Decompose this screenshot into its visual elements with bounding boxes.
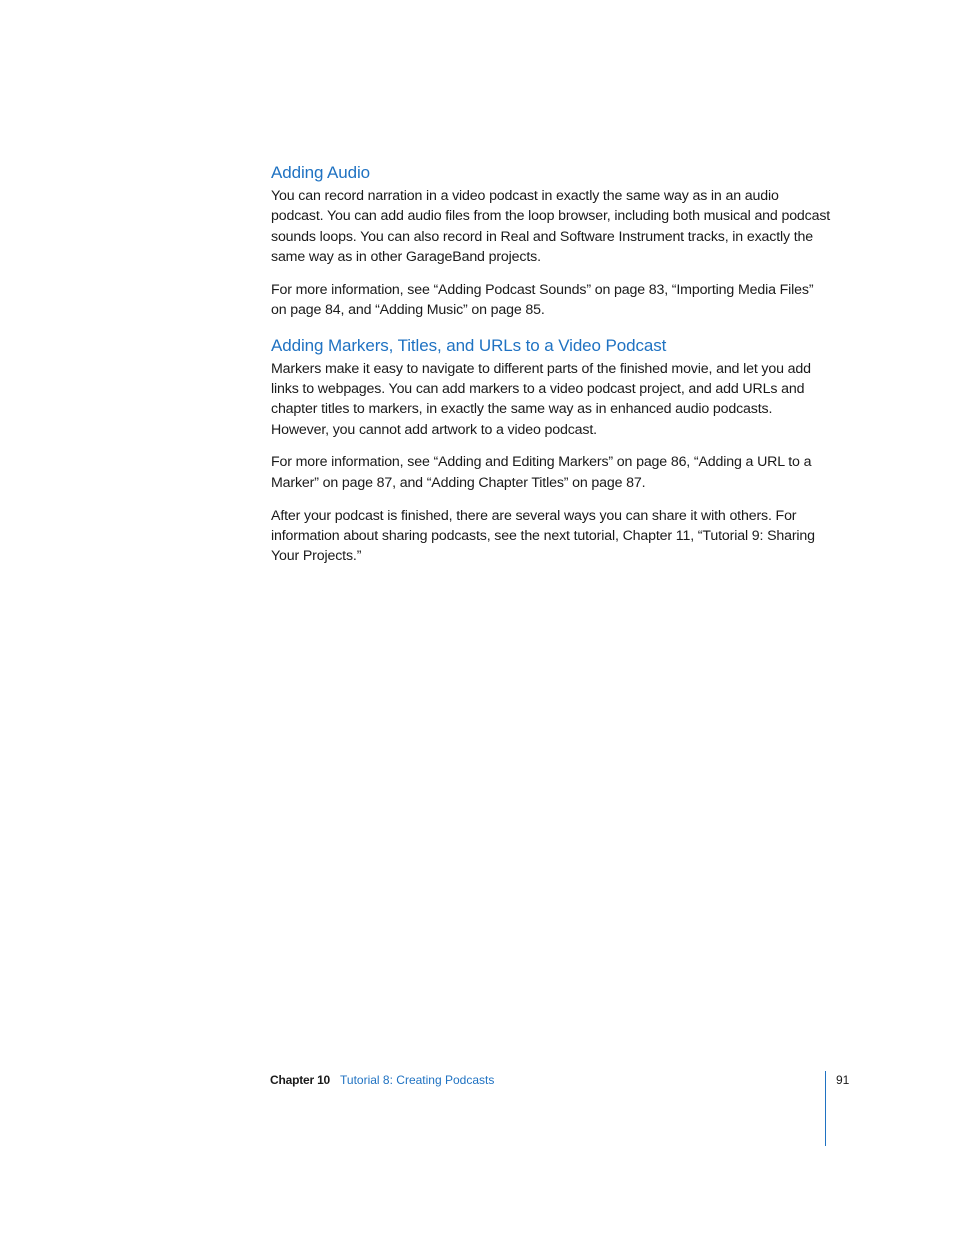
footer-chapter-label: Chapter 10: [270, 1073, 331, 1087]
page-content: [271, 160, 831, 579]
body-paragraph: After your podcast is finished, there are several ways you can share it with others. For information about sharing podcasts, see the next tutorial, Chapter 11, “Tutorial 9: Sharing Your Projects.”: [271, 507, 815, 565]
footer-chapter-title: Tutorial 8: Creating Podcasts: [340, 1073, 495, 1087]
body-paragraph: For more information, see “Adding and Editing Markers” on page 86, “Adding a URL to a Marker” on page 87, and “Adding Chapter Titles” on page 87.: [271, 454, 812, 491]
section-heading: Adding Audio: [271, 163, 370, 182]
section-adding-markers: [271, 333, 831, 567]
body-paragraph: Markers make it easy to navigate to different parts of the finished movie, and let you add links to webpages. You can add markers to a video podcast project, and add URLs and chapter titles to markers, in exactly the same way as in enhanced audio podcasts. However, you cannot add artwork to a video podcast.: [271, 360, 811, 438]
section-heading: Adding Markers, Titles, and URLs to a Video Podcast: [271, 335, 667, 355]
footer-divider: [825, 1071, 826, 1146]
body-paragraph: You can record narration in a video podcast in exactly the same way as in an audio podcast. You can add audio files from the loop browser, including both musical and podcast sounds loops. You can also record in Real and Software Instrument tracks, in exactly the same way as in other GarageBand projects.: [271, 188, 831, 265]
page-footer: [270, 1072, 494, 1088]
page-number: 91: [836, 1073, 850, 1087]
body-paragraph: For more information, see “Adding Podcast Sounds” on page 83, “Importing Media Files” on page 84, and “Adding Music” on page 85.: [271, 281, 814, 318]
section-adding-audio: [271, 160, 831, 320]
